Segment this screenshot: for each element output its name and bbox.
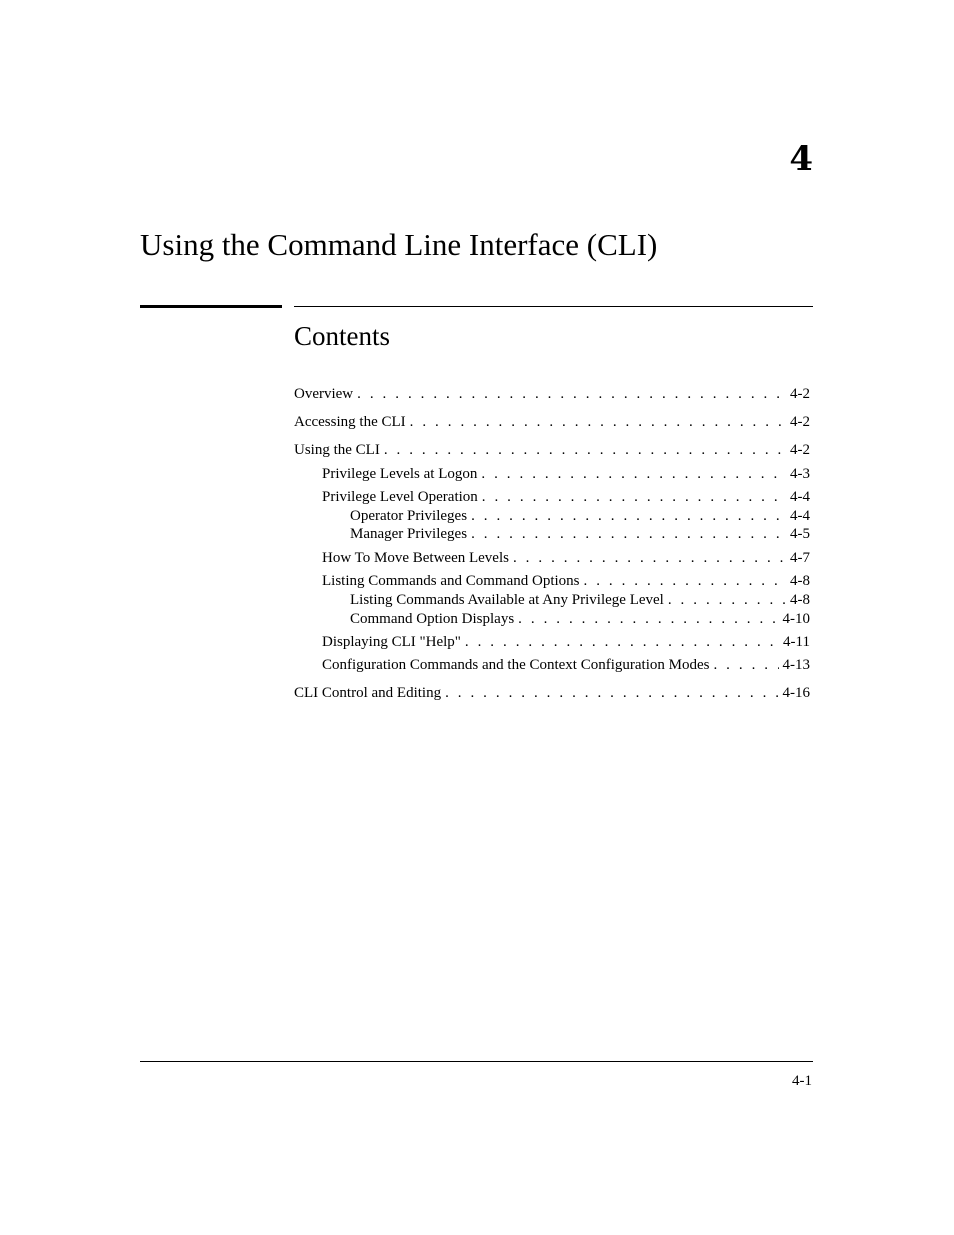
toc-entry-using-the-cli[interactable] xyxy=(294,441,810,459)
toc-leader-dots xyxy=(668,591,786,609)
toc-entry-manager-privileges[interactable] xyxy=(350,525,810,543)
toc-leader-dots xyxy=(384,441,786,459)
toc-entry-page: 4-2 xyxy=(790,386,810,402)
toc-entry-label: Displaying CLI "Help" xyxy=(322,634,461,650)
toc-entry-overview[interactable] xyxy=(294,385,810,403)
chapter-number: 4 xyxy=(789,139,813,179)
toc-leader-dots xyxy=(584,572,787,590)
toc-entry-page: 4-13 xyxy=(782,657,810,673)
toc-entry-command-option-displays[interactable] xyxy=(350,610,810,628)
chapter-title: Using the Command Line Interface (CLI) xyxy=(140,227,658,262)
page-number: 4-1 xyxy=(792,1073,812,1089)
toc-entry-label: CLI Control and Editing xyxy=(294,685,442,701)
toc-entry-label: Overview xyxy=(294,386,354,402)
toc-leader-dots xyxy=(357,385,786,403)
toc-entry-cli-control-and-editing[interactable] xyxy=(294,684,810,702)
heading-rule-thick xyxy=(140,305,282,308)
toc-entry-label: Accessing the CLI xyxy=(294,414,406,430)
toc-entry-label: Listing Commands Available at Any Privilege Level xyxy=(350,592,664,608)
heading-rule-thin xyxy=(294,306,813,307)
toc-leader-dots xyxy=(410,413,786,431)
toc-entry-label: Manager Privileges xyxy=(350,526,468,542)
toc-entry-page: 4-8 xyxy=(790,592,810,608)
toc-entry-label: Configuration Commands and the Context Configuration Modes xyxy=(322,657,710,673)
toc-leader-dots xyxy=(471,507,786,525)
toc-entry-privilege-level-operation[interactable] xyxy=(322,488,810,506)
toc-entry-label: How To Move Between Levels xyxy=(322,550,509,566)
toc-entry-page: 4-5 xyxy=(790,526,810,542)
toc-entry-listing-commands-any-level[interactable] xyxy=(350,591,810,609)
toc-leader-dots xyxy=(481,465,786,483)
toc-entry-page: 4-3 xyxy=(790,466,810,482)
toc-leader-dots xyxy=(445,684,778,702)
toc-entry-privilege-levels-at-logon[interactable] xyxy=(322,465,810,483)
contents-heading: Contents xyxy=(294,321,391,351)
toc-entry-operator-privileges[interactable] xyxy=(350,507,810,525)
toc-entry-page: 4-7 xyxy=(790,550,810,566)
toc-entry-page: 4-10 xyxy=(782,611,810,627)
toc-entry-label: Command Option Displays xyxy=(350,611,515,627)
footer-rule xyxy=(140,1061,813,1062)
toc-entry-page: 4-8 xyxy=(790,573,810,589)
toc-entry-page: 4-4 xyxy=(790,489,810,505)
toc-entry-how-to-move-between-levels[interactable] xyxy=(322,549,810,567)
toc-leader-dots xyxy=(713,656,778,674)
toc-leader-dots xyxy=(482,488,786,506)
toc-entry-displaying-cli-help[interactable] xyxy=(322,633,810,651)
toc-leader-dots xyxy=(465,633,779,651)
toc-entry-configuration-commands[interactable] xyxy=(322,656,810,674)
toc-entry-page: 4-16 xyxy=(782,685,810,701)
toc-entry-label: Privilege Levels at Logon xyxy=(322,466,478,482)
toc-entry-page: 4-11 xyxy=(783,634,810,650)
toc-entry-page: 4-2 xyxy=(790,442,810,458)
toc-leader-dots xyxy=(513,549,786,567)
toc-entry-label: Using the CLI xyxy=(294,442,380,458)
toc-entry-label: Privilege Level Operation xyxy=(322,489,478,505)
toc-leader-dots xyxy=(518,610,778,628)
toc-entry-label: Operator Privileges xyxy=(350,508,468,524)
toc-leader-dots xyxy=(471,525,786,543)
toc-entry-page: 4-4 xyxy=(790,508,810,524)
toc-entry-page: 4-2 xyxy=(790,414,810,430)
toc-entry-accessing-the-cli[interactable] xyxy=(294,413,810,431)
toc-entry-listing-commands-and-options[interactable] xyxy=(322,572,810,590)
toc-entry-label: Listing Commands and Command Options xyxy=(322,573,580,589)
